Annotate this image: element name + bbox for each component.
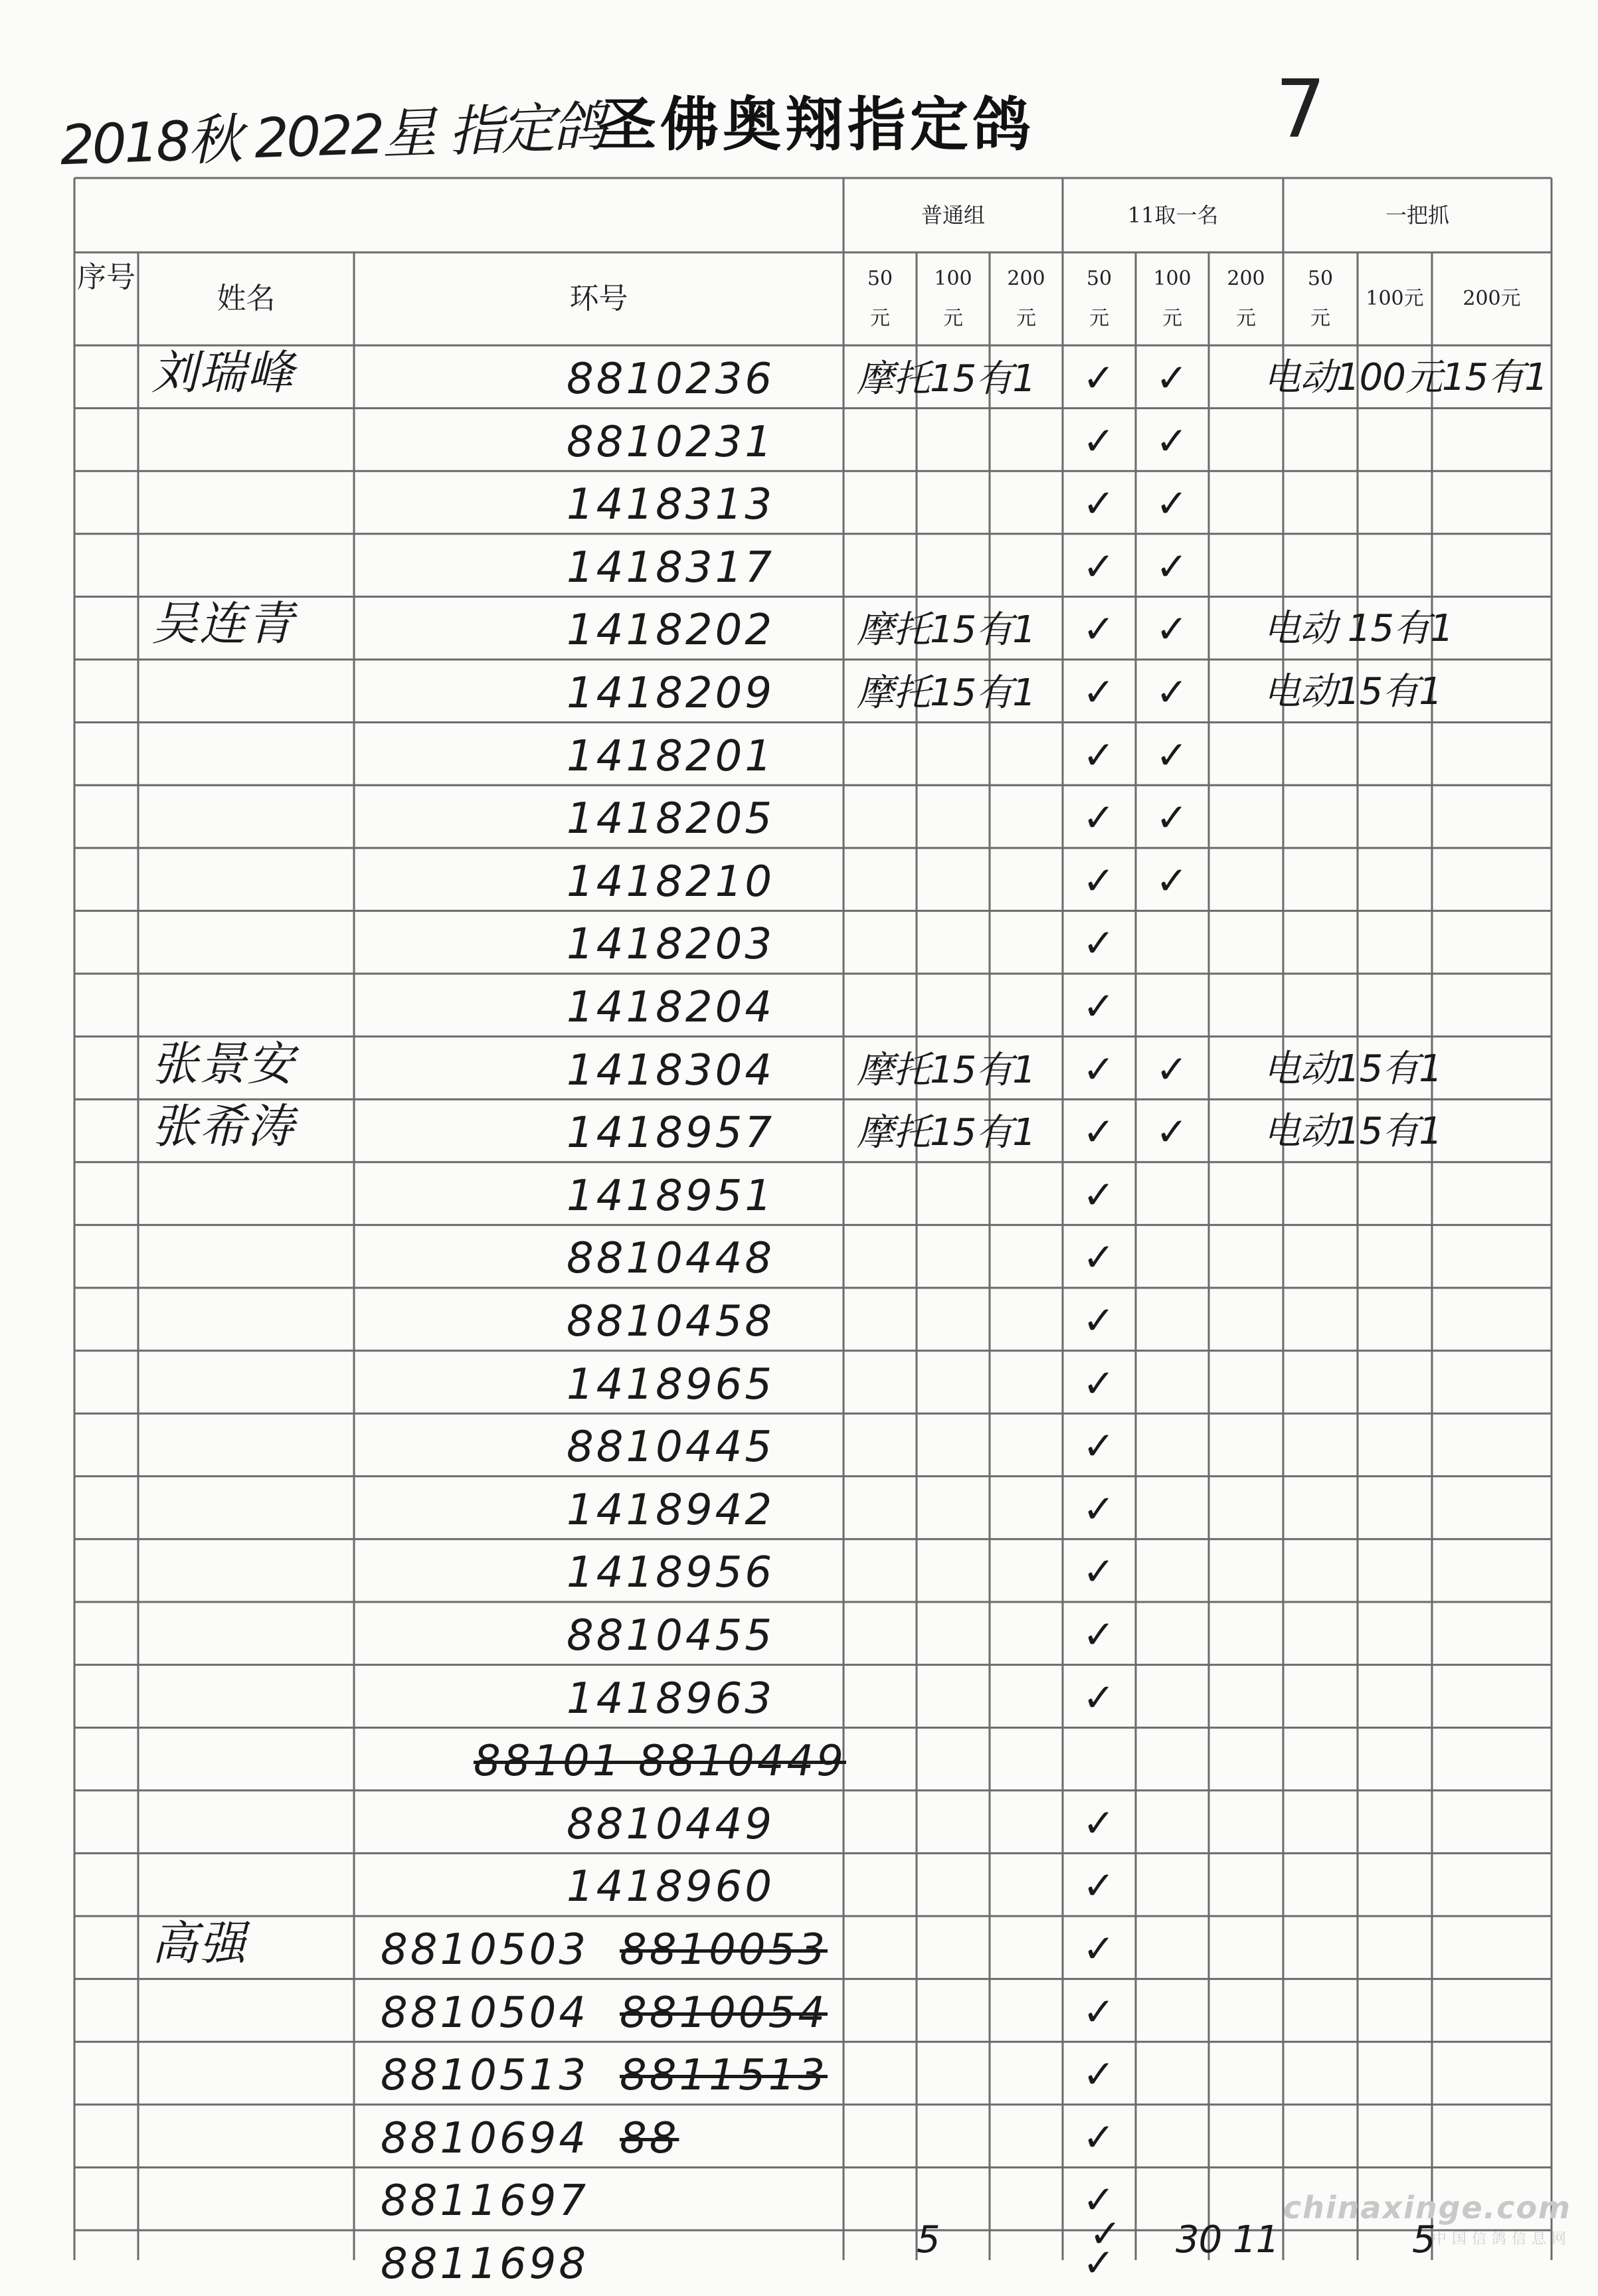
check-mark-50: ✓ — [1083, 1926, 1115, 1971]
check-mark-100: ✓ — [1156, 543, 1188, 589]
check-mark-50: ✓ — [1083, 921, 1115, 966]
amount-unit: 元 — [1016, 307, 1036, 330]
entrant-name: 刘瑞峰 — [151, 345, 295, 400]
ring-number-struck: 8811513 — [620, 2051, 828, 2101]
ring-number: 1418963 — [567, 1674, 775, 1723]
check-mark-50: ✓ — [1083, 606, 1115, 652]
amount-header: 200 — [1007, 267, 1045, 290]
page-title: 圣佛奥翔指定鸽 — [598, 90, 1035, 159]
ring-number: 1418313 — [567, 480, 775, 530]
ring-number: 1418957 — [567, 1108, 775, 1158]
check-mark-50: ✓ — [1083, 2052, 1115, 2097]
check-mark-50: ✓ — [1083, 1800, 1115, 1846]
entrant-name: 高强 — [151, 1916, 247, 1971]
amount-unit: 元 — [870, 307, 890, 330]
ring-number: 1418205 — [567, 794, 775, 844]
column-header-name: 姓名 — [217, 282, 276, 315]
ring-number-struck: 8810053 — [620, 1925, 828, 1975]
amount-header: 200元 — [1463, 287, 1521, 310]
check-mark-50: ✓ — [1083, 1612, 1115, 1657]
amount-header: 50 — [1086, 267, 1112, 290]
check-mark-50: ✓ — [1083, 1360, 1115, 1406]
check-mark-100: ✓ — [1156, 1046, 1188, 1092]
ring-number: 1418951 — [567, 1171, 775, 1221]
check-mark-50: ✓ — [1083, 1988, 1115, 2034]
check-mark-50: ✓ — [1083, 2240, 1115, 2285]
check-mark-50: ✓ — [1083, 1235, 1115, 1280]
watermark-subtitle: 中国信鸽信息网 — [1431, 2231, 1571, 2248]
check-mark-100: ✓ — [1156, 606, 1188, 652]
check-mark-100: ✓ — [1156, 732, 1188, 778]
amount-header: 100元 — [1366, 287, 1424, 310]
prize-note-2: 电动15有1 — [1263, 1047, 1442, 1091]
amount-header: 100 — [934, 267, 972, 290]
ring-number: 1418960 — [567, 1862, 775, 1912]
ring-number: 8811698 — [381, 2240, 589, 2289]
check-mark-50: ✓ — [1083, 355, 1115, 400]
amount-header: 200 — [1227, 267, 1265, 290]
amount-unit: 元 — [1310, 307, 1330, 330]
check-mark-50: ✓ — [1083, 1486, 1115, 1532]
check-mark-50: ✓ — [1083, 732, 1115, 778]
check-mark-100: ✓ — [1156, 795, 1188, 841]
ring-number: 8810448 — [567, 1234, 775, 1284]
group-header: 普通组 — [921, 203, 985, 228]
ring-number: 1418317 — [567, 543, 775, 592]
amount-unit: 元 — [943, 307, 963, 330]
column-header-seq: 序号 — [77, 260, 135, 294]
group-header: 一把抓 — [1385, 203, 1449, 228]
ring-number: 8810458 — [567, 1297, 775, 1346]
ring-number: 88101 8810449 — [474, 1737, 846, 1787]
prize-note-2: 电动 15有1 — [1263, 607, 1453, 651]
check-mark-50: ✓ — [1083, 1674, 1115, 1720]
prize-note: 摩托15有1 — [857, 671, 1035, 715]
prize-note-2: 电动15有1 — [1263, 670, 1442, 713]
prize-note: 摩托15有1 — [857, 1048, 1035, 1092]
handwritten-header: 2018秋 2022星 指定鸽 — [58, 95, 606, 178]
ring-number: 8810455 — [567, 1611, 775, 1660]
check-mark-100: ✓ — [1156, 481, 1188, 527]
ring-number: 1418942 — [567, 1485, 775, 1535]
prize-note: 摩托15有1 — [857, 357, 1035, 400]
ring-number: 8810445 — [567, 1423, 775, 1472]
ring-number: 1418209 — [567, 669, 775, 718]
amount-header: 50 — [867, 267, 893, 290]
check-mark-50: ✓ — [1083, 1046, 1115, 1092]
check-mark-50: ✓ — [1083, 795, 1115, 841]
check-mark-50: ✓ — [1083, 1109, 1115, 1155]
check-mark-50: ✓ — [1083, 1423, 1115, 1469]
ring-number: 8810513 — [381, 2051, 589, 2101]
amount-unit: 元 — [1162, 307, 1182, 330]
tally-100: 30 11 — [1176, 2218, 1279, 2261]
tally-normal: 5 — [917, 2218, 940, 2261]
check-mark-50: ✓ — [1083, 1172, 1115, 1217]
tally-grab: 5 — [1412, 2218, 1435, 2261]
check-mark-100: ✓ — [1156, 857, 1188, 903]
ring-number: 1418201 — [567, 731, 775, 781]
check-mark-50: ✓ — [1083, 2177, 1115, 2223]
check-mark-100: ✓ — [1156, 669, 1188, 715]
prize-note-2: 电动100元15有1 — [1263, 356, 1548, 399]
ring-number: 1418304 — [567, 1045, 775, 1095]
prize-note: 摩托15有1 — [857, 1111, 1035, 1155]
check-mark-50: ✓ — [1083, 2114, 1115, 2160]
ring-number: 8810504 — [381, 1988, 589, 2038]
entrant-name: 张景安 — [151, 1036, 295, 1091]
ring-number: 8810449 — [567, 1799, 775, 1849]
check-mark-50: ✓ — [1083, 857, 1115, 903]
ring-number: 1418203 — [567, 920, 775, 970]
watermark: chinaxinge.com — [1283, 2190, 1571, 2226]
tally-check: ✓ — [1089, 2211, 1122, 2256]
prize-note-2: 电动15有1 — [1263, 1110, 1442, 1154]
entrant-name: 吴连青 — [151, 596, 295, 652]
ring-number: 1418204 — [567, 983, 775, 1032]
amount-header: 100 — [1153, 267, 1192, 290]
amount-header: 50 — [1307, 267, 1334, 290]
group-header: 11取一名 — [1127, 203, 1219, 228]
check-mark-50: ✓ — [1083, 1549, 1115, 1595]
ring-number-struck: 8810054 — [620, 1988, 828, 2038]
ring-number: 8810231 — [567, 417, 775, 467]
page-number-mark: 7 — [1275, 64, 1326, 156]
ring-number: 1418202 — [567, 606, 775, 656]
ring-number: 8811697 — [381, 2176, 589, 2226]
entrant-name: 张希涛 — [151, 1099, 295, 1154]
ring-number: 8810694 — [381, 2113, 589, 2163]
amount-unit: 元 — [1236, 307, 1256, 330]
check-mark-50: ✓ — [1083, 1863, 1115, 1909]
ring-number: 1418956 — [567, 1548, 775, 1598]
check-mark-50: ✓ — [1083, 543, 1115, 589]
ring-number: 1418965 — [567, 1360, 775, 1409]
check-mark-50: ✓ — [1083, 418, 1115, 464]
prize-note: 摩托15有1 — [857, 608, 1035, 652]
check-mark-100: ✓ — [1156, 355, 1188, 400]
check-mark-100: ✓ — [1156, 1109, 1188, 1155]
check-mark-100: ✓ — [1156, 418, 1188, 464]
column-header-ring: 环号 — [569, 282, 628, 315]
ring-number: 8810236 — [567, 355, 775, 404]
amount-unit: 元 — [1089, 307, 1109, 330]
check-mark-50: ✓ — [1083, 984, 1115, 1029]
ring-number-struck: 88 — [620, 2113, 679, 2163]
ring-number: 1418210 — [567, 857, 775, 907]
check-mark-50: ✓ — [1083, 669, 1115, 715]
ring-number: 8810503 — [381, 1925, 589, 1975]
check-mark-50: ✓ — [1083, 1298, 1115, 1343]
check-mark-50: ✓ — [1083, 481, 1115, 527]
